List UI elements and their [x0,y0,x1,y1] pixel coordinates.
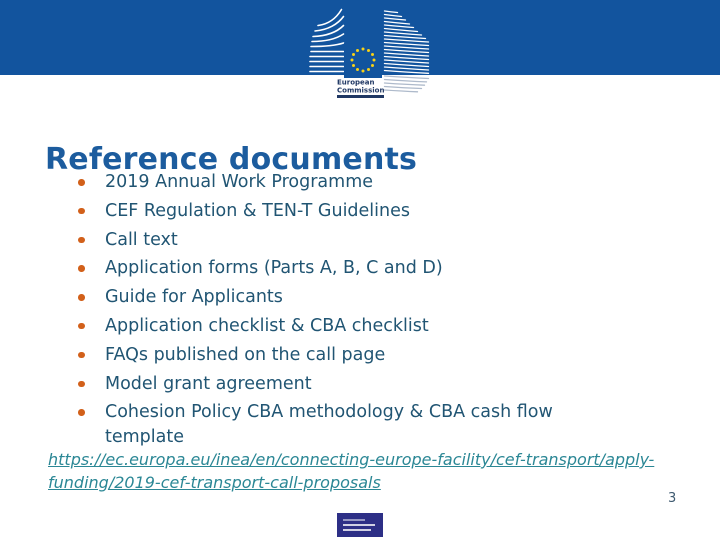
logo-left-streaks [310,10,344,72]
logo-right-streaks [385,11,429,92]
logo-wordmark-line1: European [337,78,375,87]
call-page-url-line2[interactable]: funding/2019-cef-transport-call-proposals [48,472,381,492]
page-title: Reference documents [45,142,418,178]
call-page-url[interactable] [48,449,654,494]
logo-wordmark-line2: Commission [337,86,385,95]
list-item: 2019 Annual Work Programme [75,170,607,195]
footer-logo [337,513,383,537]
logo-underline-bar [337,95,384,98]
page-number: 3 [668,491,677,506]
footer-logo-textline [343,519,365,522]
reference-list [75,170,607,454]
footer-logo-textline [343,524,375,527]
list-item: Application checklist & CBA checklist [75,314,607,339]
list-item: CEF Regulation & TEN-T Guidelines [75,199,607,224]
call-page-url-line1[interactable]: https://ec.europa.eu/inea/en/connecting-europe-facility/cef-transport/apply- [48,450,655,469]
footer-logo-textline [343,529,371,532]
list-item: Call text [75,228,607,253]
list-item: FAQs published on the call page [75,343,607,368]
list-item: Cohesion Policy CBA methodology & CBA cash flow template [75,400,607,449]
list-item: Application forms (Parts A, B, C and D) [75,256,607,281]
list-item: Guide for Applicants [75,285,607,310]
list-item: Model grant agreement [75,372,607,397]
european-commission-logo [300,0,430,102]
